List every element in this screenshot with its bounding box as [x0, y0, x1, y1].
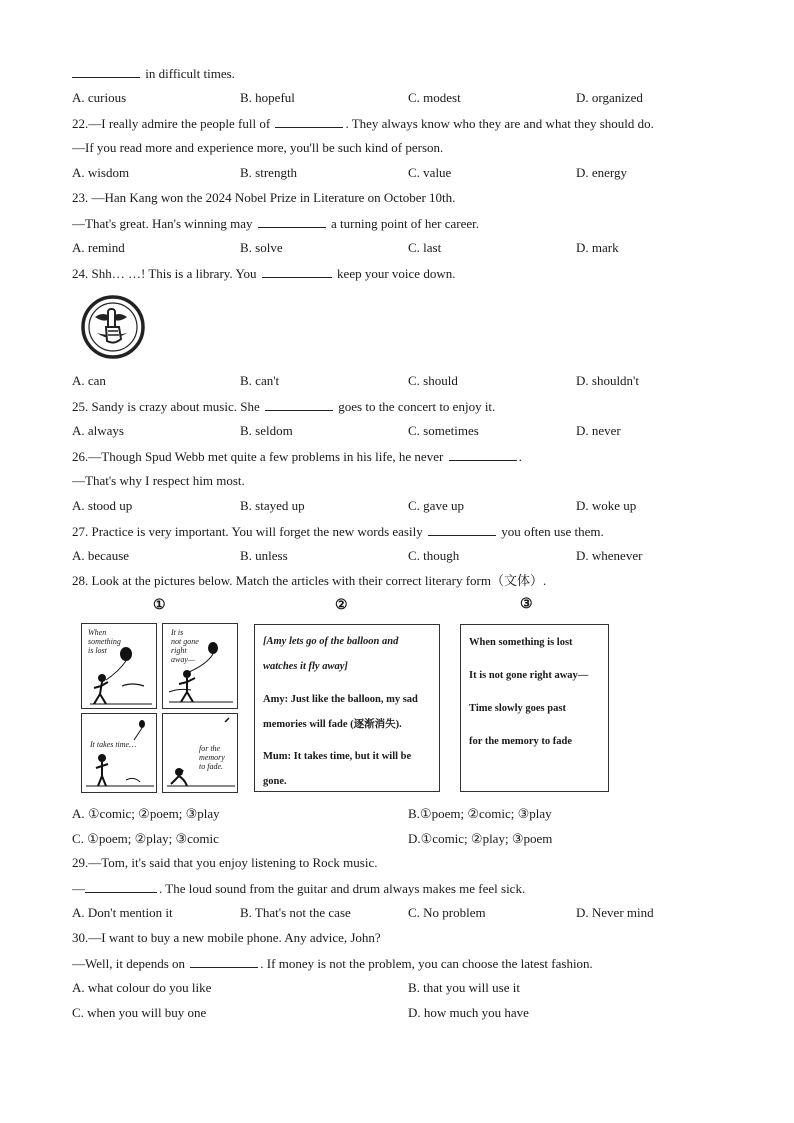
- q24-option-b: B. can't: [240, 373, 280, 388]
- q26-reply: —That's why I respect him most.: [72, 473, 245, 488]
- figure-label-2: ②: [335, 598, 348, 613]
- q25-option-c: C. sometimes: [408, 423, 479, 438]
- play-amy-line-1: Amy: Just like the balloon, my sad: [263, 694, 418, 705]
- q29-reply: [72, 880, 525, 897]
- play-panel: [254, 624, 440, 792]
- q26-option-c: C. gave up: [408, 498, 464, 513]
- figure-label-3: ③: [520, 597, 533, 612]
- q22-prompt-start: 22.—I really admire the people full of: [72, 116, 274, 131]
- q28-option-a: A. ①comic; ②poem; ③play: [72, 806, 220, 821]
- comic-drawing-1: [82, 624, 158, 710]
- answer-blank: [262, 265, 332, 278]
- q21-option-a: A. curious: [72, 90, 127, 105]
- q26-prompt-start: 26.—Though Spud Webb met quite a few problems in his life, he never: [72, 449, 447, 464]
- q27-prompt: [72, 523, 604, 540]
- q22-option-b: B. strength: [240, 165, 298, 180]
- q27-option-b: B. unless: [240, 548, 288, 563]
- play-amy-line-2: memories will fade (逐渐消失).: [263, 719, 402, 730]
- comic-figure: [81, 623, 239, 793]
- q25-option-d: D. never: [576, 423, 621, 438]
- q28-option-b: B.①poem; ②comic; ③play: [408, 806, 552, 821]
- q26-prompt: [72, 448, 522, 465]
- q27-prompt-start: 27. Practice is very important. You will forget the new words easily: [72, 524, 426, 539]
- comic-drawing-3: [82, 714, 158, 794]
- q23-prompt: 23. —Han Kang won the 2024 Nobel Prize in Literature on October 10th.: [72, 190, 456, 205]
- comic-drawing-2: [163, 624, 239, 710]
- q27-option-a: A. because: [72, 548, 130, 563]
- answer-blank: [72, 65, 140, 78]
- q23-option-a: A. remind: [72, 240, 125, 255]
- quiet-sign-icon: [81, 295, 145, 359]
- q26-option-d: D. woke up: [576, 498, 637, 513]
- poem-line-1: When something is lost: [469, 637, 573, 648]
- answer-blank: [265, 398, 333, 411]
- q29-reply-end: . The loud sound from the guitar and drum always makes me feel sick.: [159, 881, 526, 896]
- q24-option-a: A. can: [72, 373, 106, 388]
- q29-prompt: 29.—Tom, it's said that you enjoy listening to Rock music.: [72, 855, 378, 870]
- answer-blank: [85, 880, 157, 893]
- comic-caption-3: It takes time…: [90, 740, 137, 749]
- comic-caption-2: It is not gone right away—: [171, 628, 199, 664]
- q29-option-a: A. Don't mention it: [72, 905, 173, 920]
- q29-option-d: D. Never mind: [576, 905, 654, 920]
- q30-option-d: D. how much you have: [408, 1005, 529, 1020]
- q29-option-b: B. That's not the case: [240, 905, 351, 920]
- play-mum-line-1: Mum: It takes time, but it will be: [263, 751, 412, 762]
- q22-reply: —If you read more and experience more, you'll be such kind of person.: [72, 140, 444, 155]
- q22-option-d: D. energy: [576, 165, 628, 180]
- q26-option-b: B. stayed up: [240, 498, 305, 513]
- q22-option-c: C. value: [408, 165, 452, 180]
- q29-option-c: C. No problem: [408, 905, 486, 920]
- q26-prompt-end: .: [518, 449, 522, 464]
- q21-tail: in difficult times.: [142, 66, 235, 81]
- play-stage-direction-2: watches it fly away]: [263, 661, 348, 672]
- comic-cell-4: [162, 713, 238, 793]
- q27-option-d: D. whenever: [576, 548, 643, 563]
- q27-prompt-end: you often use them.: [497, 524, 604, 539]
- q30-option-c: C. when you will buy one: [72, 1005, 207, 1020]
- q30-reply-start: —Well, it depends on: [72, 956, 189, 971]
- comic-cell-3: [81, 713, 157, 793]
- poem-line-4: for the memory to fade: [469, 736, 573, 747]
- q23-reply-start: —That's great. Han's winning may: [72, 216, 256, 231]
- poem-panel: [460, 624, 609, 792]
- figure-label-1: ①: [153, 598, 166, 613]
- play-mum-line-2: gone.: [263, 776, 287, 787]
- answer-blank: [449, 448, 517, 461]
- comic-cell-2: [162, 623, 238, 709]
- q24-prompt: [72, 265, 455, 282]
- q30-option-a: A. what colour do you like: [72, 980, 212, 995]
- q30-reply-end: . If money is not the problem, you can choose the latest fashion.: [260, 956, 593, 971]
- q23-reply: [72, 215, 479, 232]
- q22-prompt: [72, 115, 654, 132]
- answer-blank: [258, 215, 326, 228]
- comic-caption-1: When something is lost: [88, 628, 121, 655]
- q29-reply-start: —: [72, 881, 85, 896]
- q28-option-d: D.①comic; ②play; ③poem: [408, 831, 553, 846]
- answer-blank: [190, 955, 258, 968]
- q23-option-d: D. mark: [576, 240, 619, 255]
- q24-prompt-end: keep your voice down.: [333, 266, 456, 281]
- poem-line-3: Time slowly goes past: [469, 703, 566, 714]
- comic-drawing-4: [163, 714, 239, 794]
- q25-prompt: [72, 398, 495, 415]
- q25-option-b: B. seldom: [240, 423, 293, 438]
- q27-option-c: C. though: [408, 548, 460, 563]
- q30-option-b: B. that you will use it: [408, 980, 520, 995]
- q24-option-d: D. shouldn't: [576, 373, 640, 388]
- q21-option-c: C. modest: [408, 90, 461, 105]
- q21-option-b: B. hopeful: [240, 90, 295, 105]
- q21-option-d: D. organized: [576, 90, 643, 105]
- comic-cell-1: [81, 623, 157, 709]
- q26-option-a: A. stood up: [72, 498, 133, 513]
- answer-blank: [275, 115, 343, 128]
- q24-prompt-start: 24. Shh… …! This is a library. You: [72, 266, 260, 281]
- q23-option-b: B. solve: [240, 240, 283, 255]
- q23-option-c: C. last: [408, 240, 442, 255]
- q28-option-c: C. ①poem; ②play; ③comic: [72, 831, 219, 846]
- q30-prompt: 30.—I want to buy a new mobile phone. Any advice, John?: [72, 930, 381, 945]
- play-stage-direction-1: [Amy lets go of the balloon and: [263, 636, 399, 647]
- q22-option-a: A. wisdom: [72, 165, 130, 180]
- q22-prompt-end: . They always know who they are and what they should do.: [345, 116, 654, 131]
- q30-reply: [72, 955, 593, 972]
- q21-line: [72, 65, 235, 82]
- q28-prompt: 28. Look at the pictures below. Match the articles with their correct literary form（文体）.: [72, 573, 547, 588]
- poem-line-2: It is not gone right away—: [469, 670, 589, 681]
- q25-prompt-end: goes to the concert to enjoy it.: [335, 399, 496, 414]
- comic-caption-4: for the memory to fade.: [199, 744, 225, 771]
- q23-reply-end: a turning point of her career.: [327, 216, 480, 231]
- answer-blank: [428, 523, 496, 536]
- q25-option-a: A. always: [72, 423, 124, 438]
- q25-prompt-start: 25. Sandy is crazy about music. She: [72, 399, 263, 414]
- q24-option-c: C. should: [408, 373, 458, 388]
